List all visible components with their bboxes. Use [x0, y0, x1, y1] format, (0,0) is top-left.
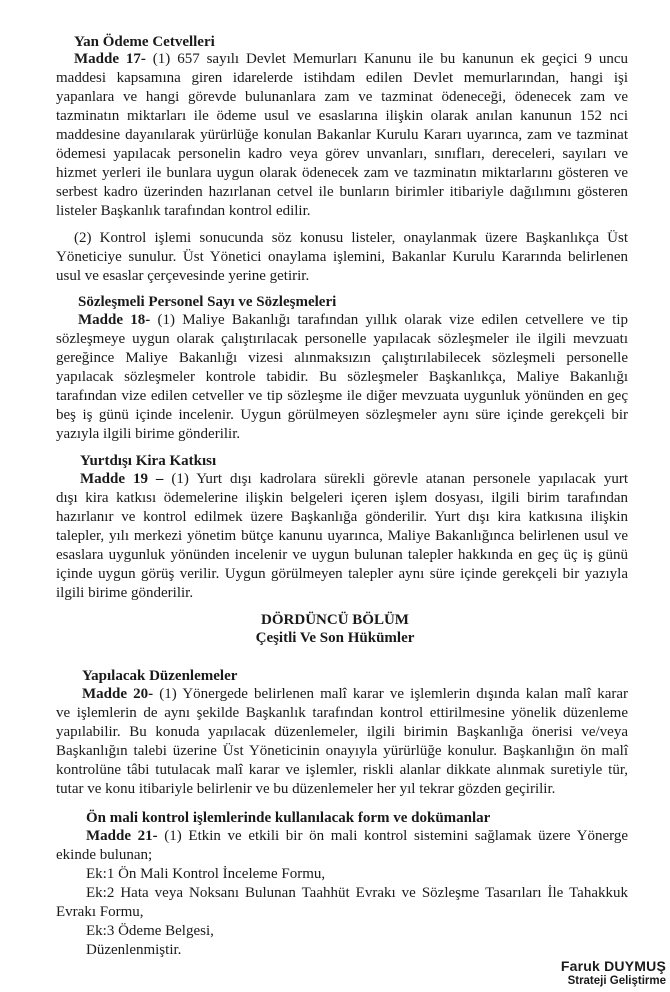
article-17-label: Madde 17-: [74, 51, 146, 67]
article-21-label: Madde 21-: [86, 828, 158, 844]
annex-item-2-cont: Evrakı Formu,: [56, 904, 144, 920]
article-17-line: hizmet yerleri ile bunlara uygun olarak ödenecek zam ve tazminatın miktarlarını gösteren ve: [56, 165, 628, 181]
article-18-line: yazıyla ilgili birime gönderilir.: [56, 426, 241, 442]
article-18-line: sözleşmeye uygun olarak çalıştırılacak personelle yapılacak sözleşmeler ile ilgili mevzuatı: [56, 331, 628, 347]
article-17-line-1: Madde 17- (1) 657 sayılı Devlet Memurları Kanunu ile bu kanunun ek geçici 9 uncu: [74, 51, 628, 67]
article-20-label: Madde 20-: [82, 686, 154, 702]
annex-item-1: Ek:1 Ön Mali Kontrol İnceleme Formu,: [86, 866, 326, 882]
article-20-line: kontrolüne tâbi tutulacak malî karar ve işlemler, riskli alanlar dikkate alınmak suretiyle tür,: [56, 762, 628, 778]
article-19-line: esaslara uygunluk yönünden incelenir ve uygun bulunan talepler hakkında en geç üç iş günü: [56, 547, 628, 563]
annex-item-3: Ek:3 Ödeme Belgesi,: [86, 923, 214, 939]
article-18-line-1: Madde 18- (1) Maliye Bakanlığı tarafından yıllık olarak vize edilen cetvellere ve tip: [78, 312, 628, 328]
article-19-line: dışı kira katkısı ödemelerine ilişkin belgeleri içeren işlem dosyası, ilgili birim tarafından: [56, 490, 628, 506]
article-21-line-1: Madde 21- (1) Etkin ve etkili bir ön mali kontrol sistemini sağlamak üzere Yönerge: [86, 828, 628, 844]
chapter-title: DÖRDÜNCÜ BÖLÜM: [261, 612, 409, 628]
article-17-p2-line: usul ve esaslar çerçevesinde yerine getirir.: [56, 268, 310, 284]
article-19-line-1: Madde 19 – (1) Yurt dışı kadrolara sürekli görevle atanan personele yapılacak yurt: [80, 471, 629, 487]
article-19-line: ilgili birime gönderilir.: [56, 585, 194, 601]
article-20-line: yapılabilir. Bu konuda yapılacak düzenlemeler, ilgili birimin Başkanlığa önerisi ve/veya: [56, 724, 628, 740]
article-20-line-1: Madde 20- (1) Yönergede belirlenen malî karar ve işlemlerin dışında kalan malî karar: [82, 686, 628, 702]
article-17-line: tazminatın miktarları ile ödeme usul ve esaslarına ilişkin olarak anılan kanunun 152 nci: [56, 108, 628, 124]
article-18-label: Madde 18-: [78, 312, 151, 328]
section-heading-21: Ön mali kontrol işlemlerinde kullanılacak form ve dokümanlar: [86, 810, 491, 826]
article-20-line: ve işlemlerin de aynı şekilde Başkanlık tarafından kontrol ettirilmesine yönelik düzenleme: [56, 705, 628, 721]
article-17-p2-line: (2) Kontrol işlemi sonucunda söz konusu listeler, onaylanmak üzere Başkanlıkça Üst: [74, 230, 628, 246]
article-18-line: yapılacak sözleşmeler kontrole tabidir. Bu sözleşmeler Başkanlıkça, Maliye Bakanlığı: [56, 369, 628, 385]
article-18-line: tarafından vize edilen cetveller ve tip sözleşme ile diğer mevzuata uygunluk yönünden en geç: [56, 388, 628, 404]
signatory-title: Strateji Geliştirme: [567, 975, 666, 987]
article-19-label: Madde 19 –: [80, 471, 164, 487]
annex-item-2: Ek:2 Hata veya Noksanı Bulunan Taahhüt Evrakı ve Sözleşme Tasarıları İle Tahakkuk: [86, 885, 628, 901]
article-17-line: listeler Başkanlık tarafından kontrol edilir.: [56, 203, 311, 219]
article-19-line: hazırlanır ve kontrol edilmek üzere Başkanlığa gönderilir. Yurt dışı kira katkısına ilişkin: [56, 509, 628, 525]
article-18-line: gereğince Maliye Bakanlığı vizesi alınmaksızın çalıştırılabilecek sözleşmeli personelle: [56, 350, 628, 366]
article-17-line: yapanlara ve hangi görevde bulunanlara zam ve tazminat ödeneceği, ödenecek zam ve: [56, 89, 628, 105]
article-19-line: talepler, yılı merkezi yönetim bütçe kanunu uyarınca, Maliye Bakanlığınca belirlenen usul ve: [56, 528, 628, 544]
article-21-closing: Düzenlenmiştir.: [86, 942, 182, 958]
article-17-line: maddesi kapsamına giren idarelerde istihdam edilen Devlet memurlarından, hangi işi: [56, 70, 628, 86]
article-20-line: tutar ve konu itibariyle belirlenir ve bu düzenlemeler her yıl tekrar gözden geçirilir.: [56, 781, 556, 797]
chapter-subtitle: Çeşitli Ve Son Hükümler: [255, 630, 415, 646]
article-17-line: maddesine dayanılarak yürürlüğe konulan Bakanlar Kurulu Kararı uyarınca, zam ve tazminat: [56, 127, 628, 143]
signatory-name: Faruk DUYMUŞ: [560, 958, 666, 974]
section-heading-20: Yapılacak Düzenlemeler: [82, 668, 238, 684]
article-17-p2-line: Yöneticiye sunulur. Üst Yönetici onaylama işlemini, Bakanlar Kurulu Kararında belirlenen: [56, 249, 628, 265]
section-heading-18: Sözleşmeli Personel Sayı ve Sözleşmeleri: [78, 294, 337, 310]
article-18-line: beş iş günü içinde incelenir. Uygun görülmeyen sözleşmeler aynı süre içinde gerekçeli bir: [56, 407, 628, 423]
article-17-line: ödemesi yapılacak personelin kadro veya görev unvanları, sınıfları, dereceleri, sayıları ve: [56, 146, 628, 162]
article-19-line: içinde uygun görüş verilir. Uygun görülmeyen talepler aynı süre içinde gerekçeli bir yazıyla: [56, 566, 628, 582]
article-17-line: serbest kadro üzerinden hazırlanan cetvel ile bunların birimler itibariyle dağılımını gösteren: [56, 184, 628, 200]
section-heading-17: Yan Ödeme Cetvelleri: [74, 34, 215, 50]
article-21-line: ekinde bulunan;: [56, 847, 153, 863]
section-heading-19: Yurtdışı Kira Katkısı: [80, 453, 217, 469]
article-20-line: Başkanlığın talebi üzerine Üst Yöneticinin onayıyla yürürlüğe konulur. Başkanlığın ön malî: [56, 743, 628, 759]
